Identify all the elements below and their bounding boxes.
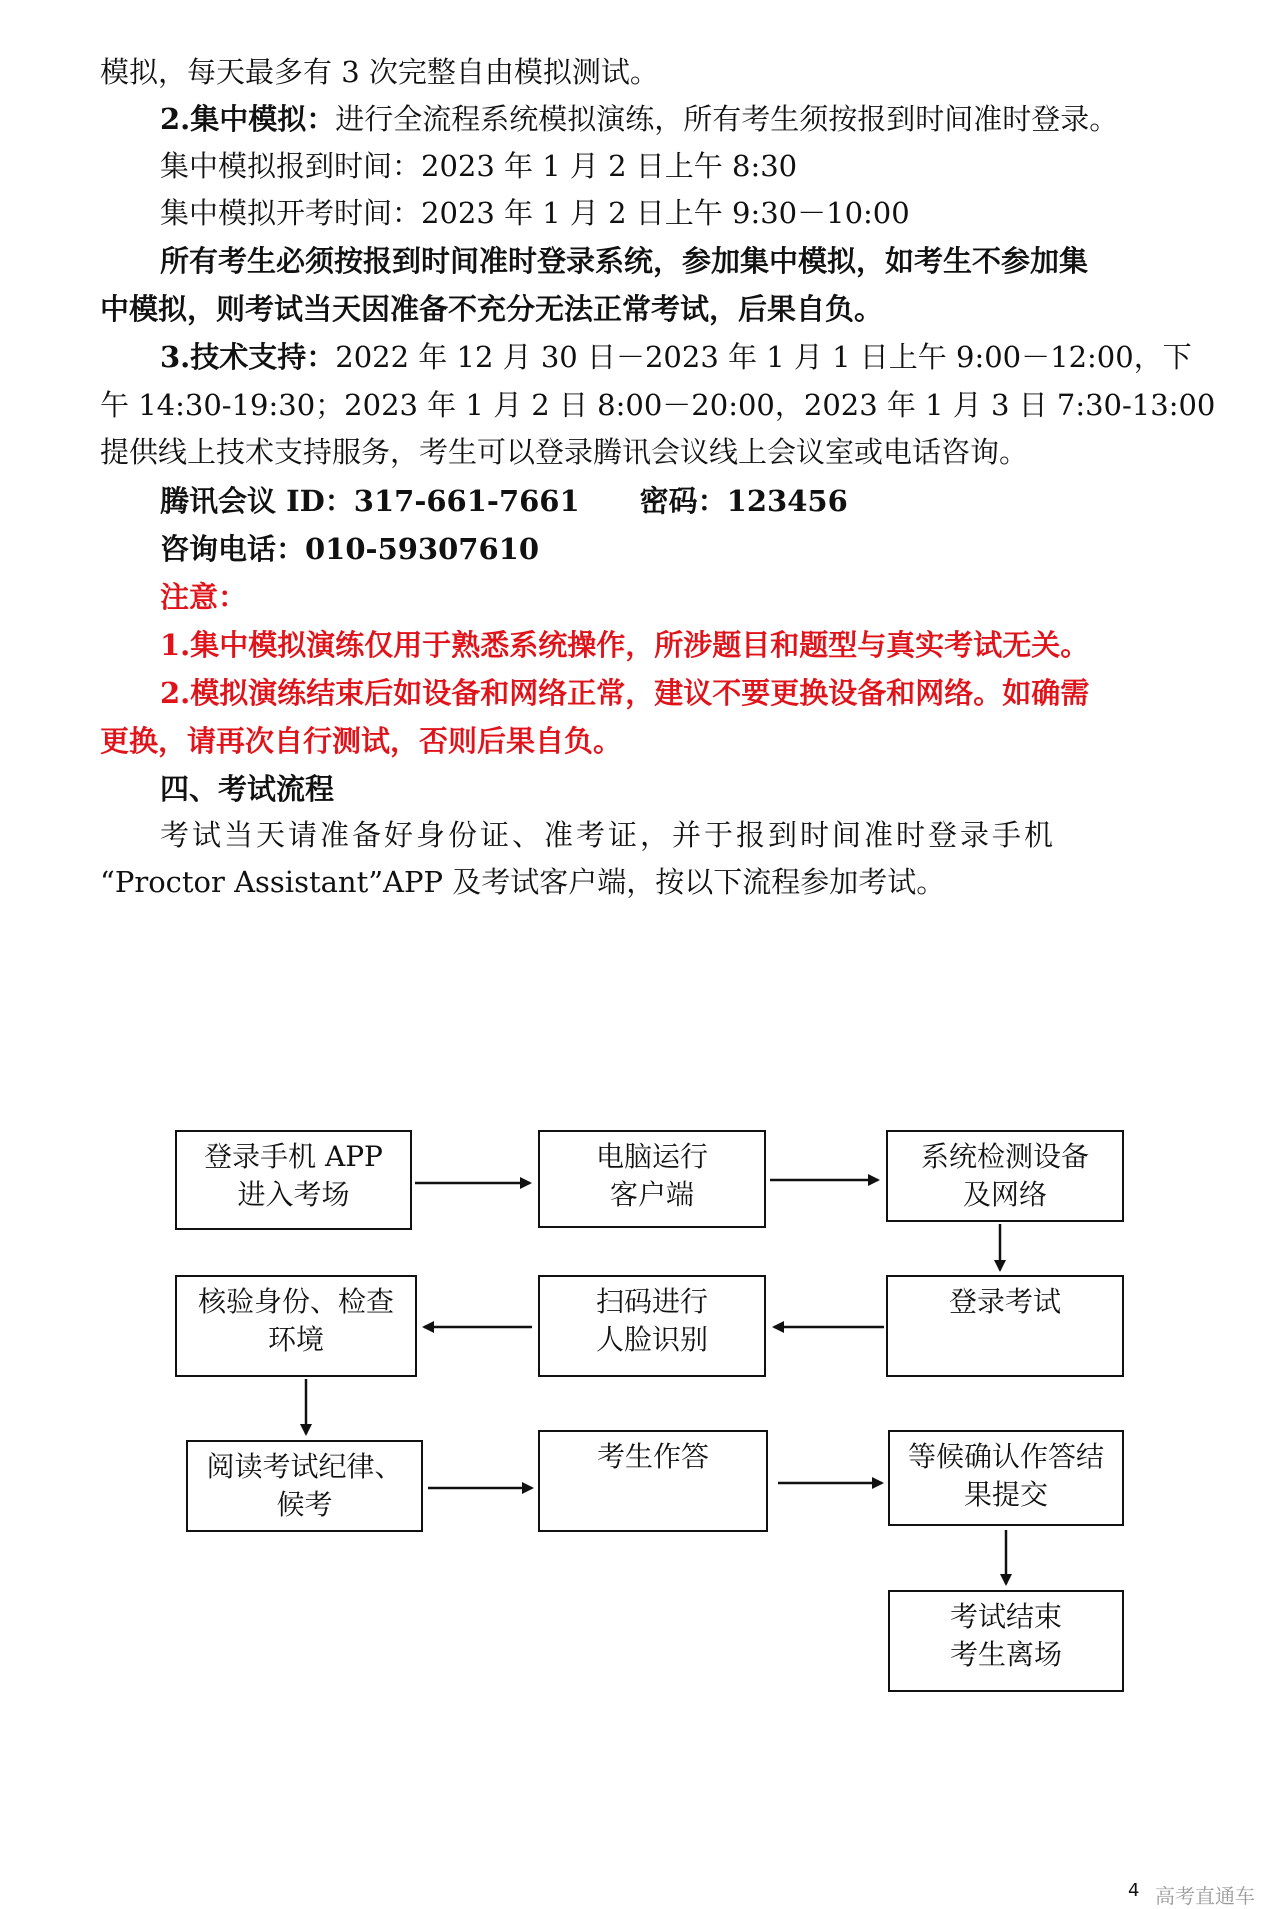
mandatory-notice-line2: 中模拟，则考试当天因准备不充分无法正常考试，后果自负。 — [100, 292, 884, 326]
meeting-password: 密码：123456 — [639, 484, 848, 518]
flow-step-10-line2: 考生离场 — [949, 1638, 1062, 1671]
flow-step-6-line2: 环境 — [267, 1323, 324, 1356]
flow-step-1-line2: 进入考场 — [237, 1178, 350, 1211]
flow-step-9-line1: 等候确认作答结 — [907, 1440, 1104, 1473]
flow-step-5-line1: 扫码进行 — [595, 1285, 708, 1318]
flow-step-3-line2: 及网络 — [962, 1178, 1047, 1211]
section-intro-line1: 考试当天请准备好身份证、准考证，并于报到时间准时登录手机 — [160, 818, 1057, 852]
page-number: 4 — [1128, 1880, 1140, 1901]
tech-support-line3: 提供线上技术支持服务，考生可以登录腾讯会议线上会议室或电话咨询。 — [100, 435, 1029, 469]
notice-title: 注意： — [160, 580, 248, 614]
notice-item-1: 1.集中模拟演练仅用于熟悉系统操作，所涉题目和题型与真实考试无关。 — [160, 628, 1090, 662]
flow-step-2-line2: 客户端 — [609, 1178, 694, 1211]
sim-checkin-time: 集中模拟报到时间：2023 年 1 月 2 日上午 8:30 — [160, 149, 798, 183]
flow-step-9-line2: 果提交 — [963, 1478, 1048, 1511]
watermark: 高考直通车 — [1155, 1884, 1255, 1908]
meeting-id: 腾讯会议 ID：317-661-7661 — [160, 484, 580, 518]
notice-item-2-line1: 2.模拟演练结束后如设备和网络正常，建议不要更换设备和网络。如确需 — [160, 676, 1090, 710]
centralized-sim-text: 进行全流程系统模拟演练，所有考生须按报到时间准时登录。 — [335, 102, 1119, 136]
flow-step-3-line1: 系统检测设备 — [920, 1140, 1089, 1173]
flow-step-2-line1: 电脑运行 — [595, 1140, 708, 1173]
flow-step-5-line2: 人脸识别 — [595, 1323, 708, 1356]
flow-step-7-line1: 阅读考试纪律、 — [206, 1450, 403, 1483]
centralized-sim-label: 2.集中模拟： — [160, 102, 336, 136]
tech-support-dates: 2022 年 12 月 30 日－2023 年 1 月 1 日上午 9:00－12:00，下 — [335, 340, 1192, 374]
flow-step-7-line2: 候考 — [276, 1488, 333, 1521]
consult-phone: 咨询电话：010-59307610 — [160, 532, 539, 566]
paragraph-continuation: 模拟，每天最多有 3 次完整自由模拟测试。 — [100, 55, 659, 89]
notice-item-2-line2: 更换，请再次自行测试，否则后果自负。 — [100, 724, 623, 758]
flow-step-1-line1: 登录手机 APP — [204, 1140, 383, 1173]
sim-start-time: 集中模拟开考时间：2023 年 1 月 2 日上午 9:30－10:00 — [160, 196, 910, 230]
section-intro-line2: “Proctor Assistant”APP 及考试客户端，按以下流程参加考试。 — [100, 865, 946, 899]
flow-step-6-line1: 核验身份、检查 — [197, 1285, 394, 1318]
section-heading: 四、考试流程 — [160, 772, 335, 806]
mandatory-notice-line1: 所有考生必须按报到时间准时登录系统，参加集中模拟，如考生不参加集 — [160, 244, 1089, 278]
tech-support-label: 3.技术支持： — [160, 340, 336, 374]
flow-step-10-line1: 考试结束 — [949, 1600, 1062, 1633]
flow-step-4-line1: 登录考试 — [948, 1285, 1061, 1318]
flow-step-8-line1: 考生作答 — [596, 1440, 709, 1473]
tech-support-line2: 午 14:30-19:30；2023 年 1 月 2 日 8:00－20:00，2023 年 1 月 3 日 7:30-13:00 — [100, 388, 1216, 422]
